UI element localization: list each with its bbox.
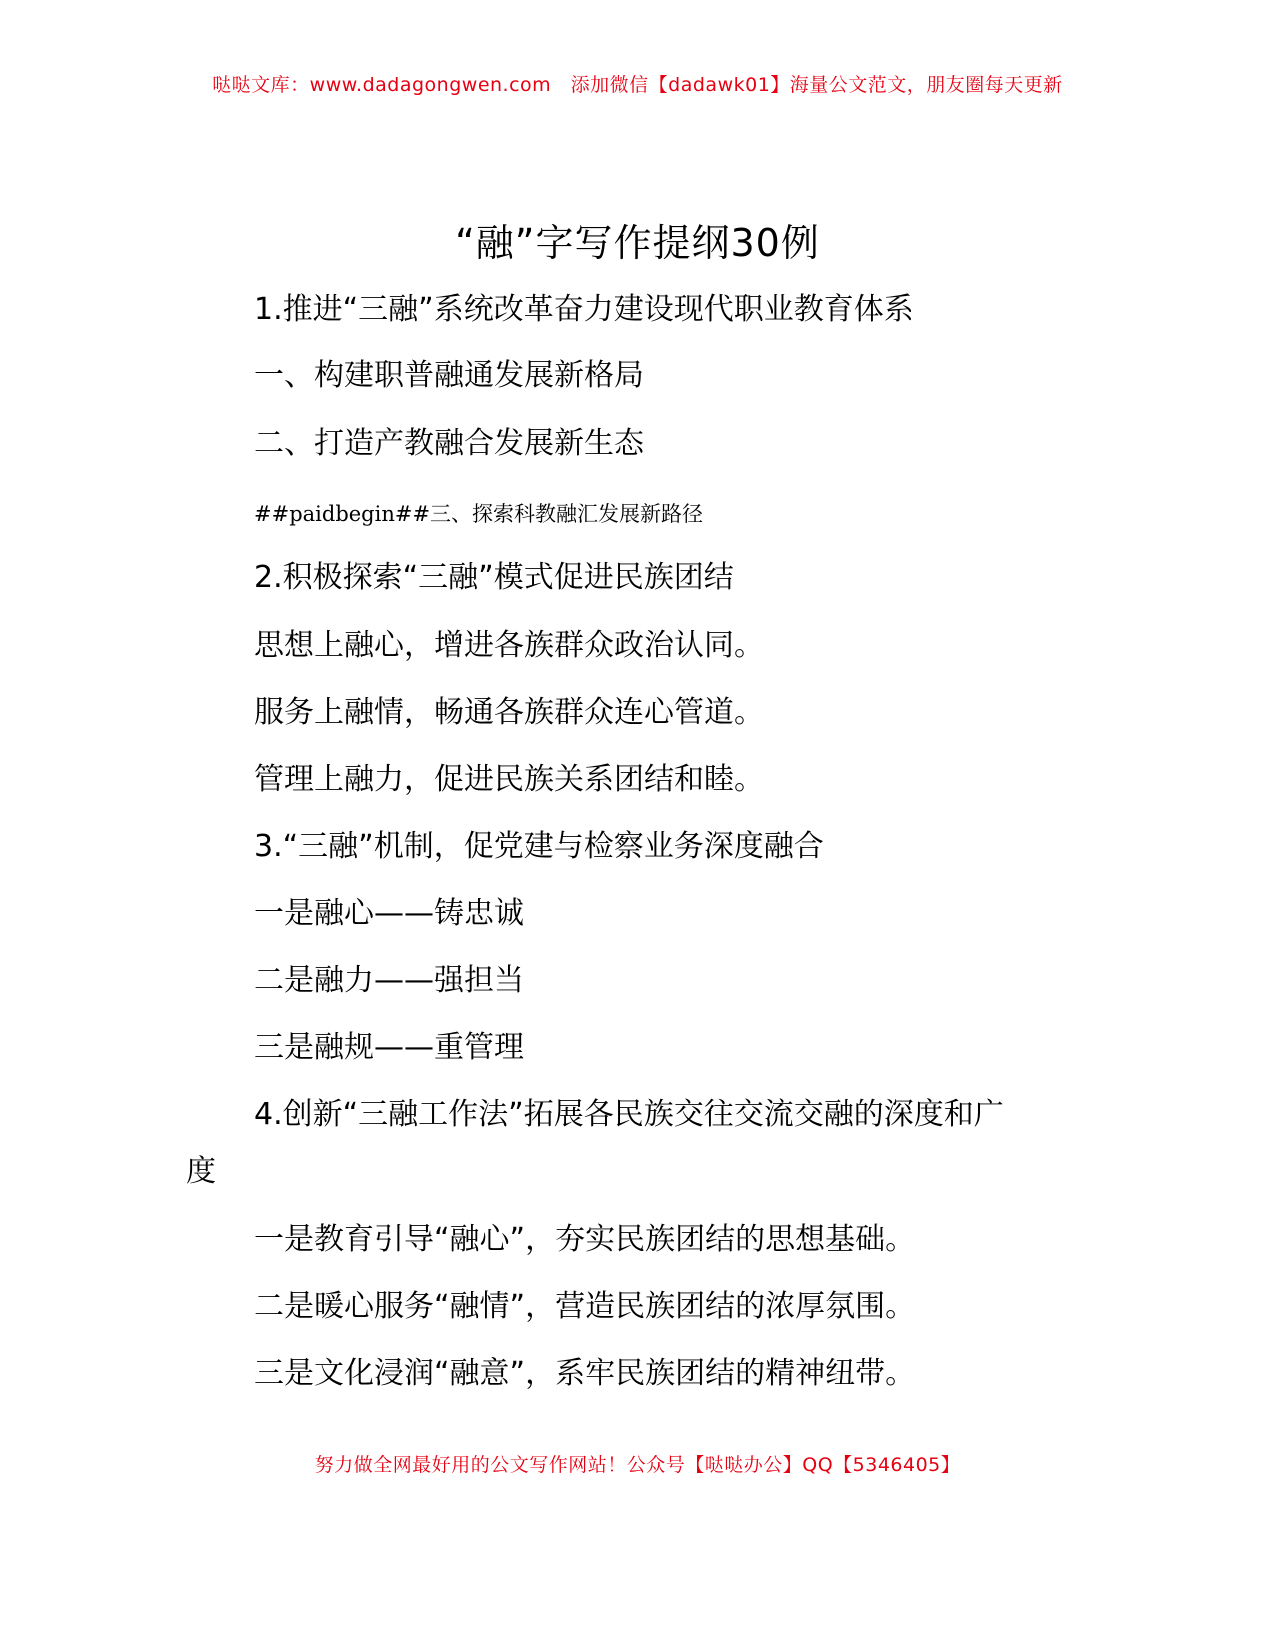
outline-item-paid-marker: ##paidbegin##三、探索科教融汇发展新路径 xyxy=(254,502,704,526)
outline-item: 一是融心——铸忠诚 xyxy=(254,896,524,931)
outline-item: 三是融规——重管理 xyxy=(254,1030,524,1065)
outline-heading-2: 2.积极探索“三融”模式促进民族团结 xyxy=(254,560,734,595)
document-title: “融”字写作提纲30例 xyxy=(455,221,820,265)
header-banner: 哒哒文库：www.dadagongwen.com 添加微信【dadawk01】海量公文范文，朋友圈每天更新 xyxy=(212,74,1063,96)
outline-item: 管理上融力，促进民族关系团结和睦。 xyxy=(254,762,764,797)
outline-item: 一是教育引导“融心”，夯实民族团结的思想基础。 xyxy=(254,1222,916,1257)
outline-heading-4: 4.创新“三融工作法”拓展各民族交往交流交融的深度和广 xyxy=(254,1097,1004,1132)
outline-heading-1: 1.推进“三融”系统改革奋力建设现代职业教育体系 xyxy=(254,292,914,327)
outline-heading-4-continued: 度 xyxy=(186,1154,216,1189)
outline-item: 一、构建职普融通发展新格局 xyxy=(254,358,644,393)
outline-item: 二、打造产教融合发展新生态 xyxy=(254,426,644,461)
outline-item: 思想上融心，增进各族群众政治认同。 xyxy=(254,628,764,663)
outline-item: 三是文化浸润“融意”，系牢民族团结的精神纽带。 xyxy=(254,1356,916,1391)
outline-item: 二是融力——强担当 xyxy=(254,963,524,998)
footer-banner: 努力做全网最好用的公文写作网站！公众号【哒哒办公】QQ【5346405】 xyxy=(314,1454,961,1476)
outline-item: 二是暖心服务“融情”，营造民族团结的浓厚氛围。 xyxy=(254,1289,916,1324)
outline-heading-3: 3.“三融”机制，促党建与检察业务深度融合 xyxy=(254,829,824,864)
outline-item: 服务上融情，畅通各族群众连心管道。 xyxy=(254,695,764,730)
